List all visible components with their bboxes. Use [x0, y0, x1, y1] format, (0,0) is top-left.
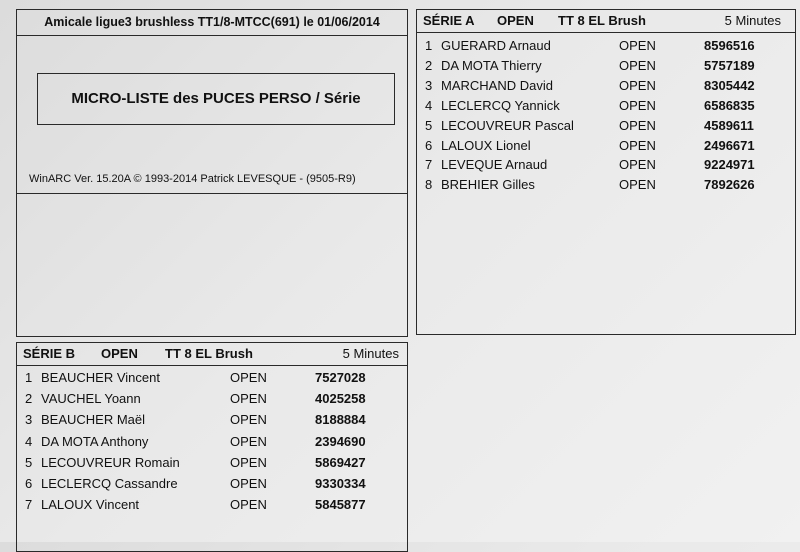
row-number: 6 — [425, 137, 433, 153]
pilot-name: LECOUVREUR Romain — [41, 454, 180, 470]
participant-row — [417, 38, 795, 58]
participant-row — [17, 497, 407, 517]
row-number: 4 — [25, 433, 33, 449]
row-number: 3 — [25, 412, 33, 428]
pilot-name: BREHIER Gilles — [441, 177, 535, 193]
row-number: 2 — [25, 391, 33, 407]
participant-row — [417, 98, 795, 118]
pilot-category: OPEN — [230, 391, 267, 407]
chip-code: 4589611 — [704, 117, 754, 133]
row-number: 4 — [425, 97, 433, 113]
participant-row — [17, 391, 407, 411]
participant-row — [17, 412, 407, 432]
pilot-category: OPEN — [619, 157, 656, 173]
participant-row — [417, 157, 795, 177]
chip-code: 5845877 — [315, 497, 366, 513]
row-number: 1 — [25, 370, 33, 385]
pilot-name: LALOUX Lionel — [441, 137, 531, 153]
row-number: 3 — [425, 77, 433, 93]
chip-code: 8188884 — [315, 412, 366, 428]
row-number: 6 — [25, 476, 33, 491]
pilot-category: OPEN — [619, 177, 656, 193]
header-panel — [16, 9, 408, 337]
participant-row — [417, 58, 795, 78]
pilot-name: BEAUCHER Vincent — [41, 370, 160, 385]
row-number: 5 — [25, 454, 33, 470]
serie-a-panel — [416, 9, 796, 335]
list-title: MICRO-LISTE des PUCES PERSO / Série — [37, 73, 395, 125]
row-number: 8 — [425, 177, 433, 193]
pilot-category: OPEN — [619, 137, 656, 153]
serie-a-header — [417, 10, 795, 33]
serie-b-header — [17, 343, 407, 366]
serie-b-duration: 5 Minutes — [342, 346, 399, 361]
pilot-name: GUERARD Arnaud — [441, 38, 551, 53]
serie-a-category: OPEN — [497, 13, 534, 28]
chip-code: 2394690 — [315, 433, 366, 449]
participant-row — [417, 177, 795, 197]
chip-code: 2496671 — [704, 137, 755, 153]
software-version: WinARC Ver. 15.20A © 1993-2014 Patrick LEVESQUE - (9505-R9) — [17, 168, 407, 194]
participant-row — [17, 434, 407, 454]
chip-code: 8596516 — [704, 38, 755, 53]
pilot-category: OPEN — [230, 433, 267, 449]
pilot-name: LECLERCQ Cassandre — [41, 476, 178, 491]
pilot-category: OPEN — [230, 370, 267, 385]
chip-code: 8305442 — [704, 77, 755, 93]
participant-row — [417, 118, 795, 138]
pilot-category: OPEN — [230, 454, 267, 470]
pilot-name: BEAUCHER Maël — [41, 412, 146, 428]
pilot-name: LALOUX Vincent — [41, 497, 140, 513]
event-title: Amicale ligue3 brushless TT1/8-MTCC(691) le 01/06/2014 — [17, 10, 407, 36]
pilot-name: LECOUVREUR Pascal — [441, 117, 574, 133]
pilot-name: MARCHAND David — [441, 77, 553, 93]
pilot-category: OPEN — [230, 497, 267, 513]
chip-code: 9330334 — [315, 476, 366, 491]
pilot-category: OPEN — [230, 412, 267, 428]
chip-code: 7527028 — [315, 370, 366, 385]
chip-code: 5869427 — [315, 454, 366, 470]
pilot-name: VAUCHEL Yoann — [41, 391, 141, 407]
pilot-category: OPEN — [619, 117, 656, 133]
serie-b-name: SÉRIE B — [23, 346, 76, 361]
participant-row — [417, 138, 795, 158]
pilot-category: OPEN — [619, 38, 656, 53]
participant-row — [17, 476, 407, 496]
pilot-category: OPEN — [619, 57, 656, 73]
pilot-category: OPEN — [230, 476, 267, 491]
chip-code: 7892626 — [704, 177, 755, 193]
row-number: 1 — [425, 38, 433, 53]
serie-b-category: OPEN — [101, 346, 138, 361]
serie-a-name: SÉRIE A — [423, 13, 475, 28]
chip-code: 6586835 — [704, 97, 755, 113]
participant-row — [417, 78, 795, 98]
participant-row — [17, 370, 407, 390]
serie-a-class: TT 8 EL Brush — [558, 13, 646, 28]
chip-code: 9224971 — [704, 157, 755, 173]
participant-row — [17, 455, 407, 475]
pilot-name: LEVEQUE Arnaud — [441, 157, 548, 173]
chip-code: 4025258 — [315, 391, 366, 407]
pilot-category: OPEN — [619, 77, 656, 93]
chip-code: 5757189 — [704, 57, 755, 73]
serie-a-duration: 5 Minutes — [724, 13, 781, 28]
row-number: 7 — [425, 157, 433, 173]
row-number: 5 — [425, 117, 433, 133]
pilot-category: OPEN — [619, 97, 656, 113]
pilot-name: DA MOTA Thierry — [441, 57, 542, 73]
serie-b-panel — [16, 342, 408, 552]
pilot-name: LECLERCQ Yannick — [441, 97, 560, 113]
row-number: 2 — [425, 57, 433, 73]
pilot-name: DA MOTA Anthony — [41, 433, 149, 449]
serie-b-class: TT 8 EL Brush — [165, 346, 253, 361]
row-number: 7 — [25, 497, 33, 513]
